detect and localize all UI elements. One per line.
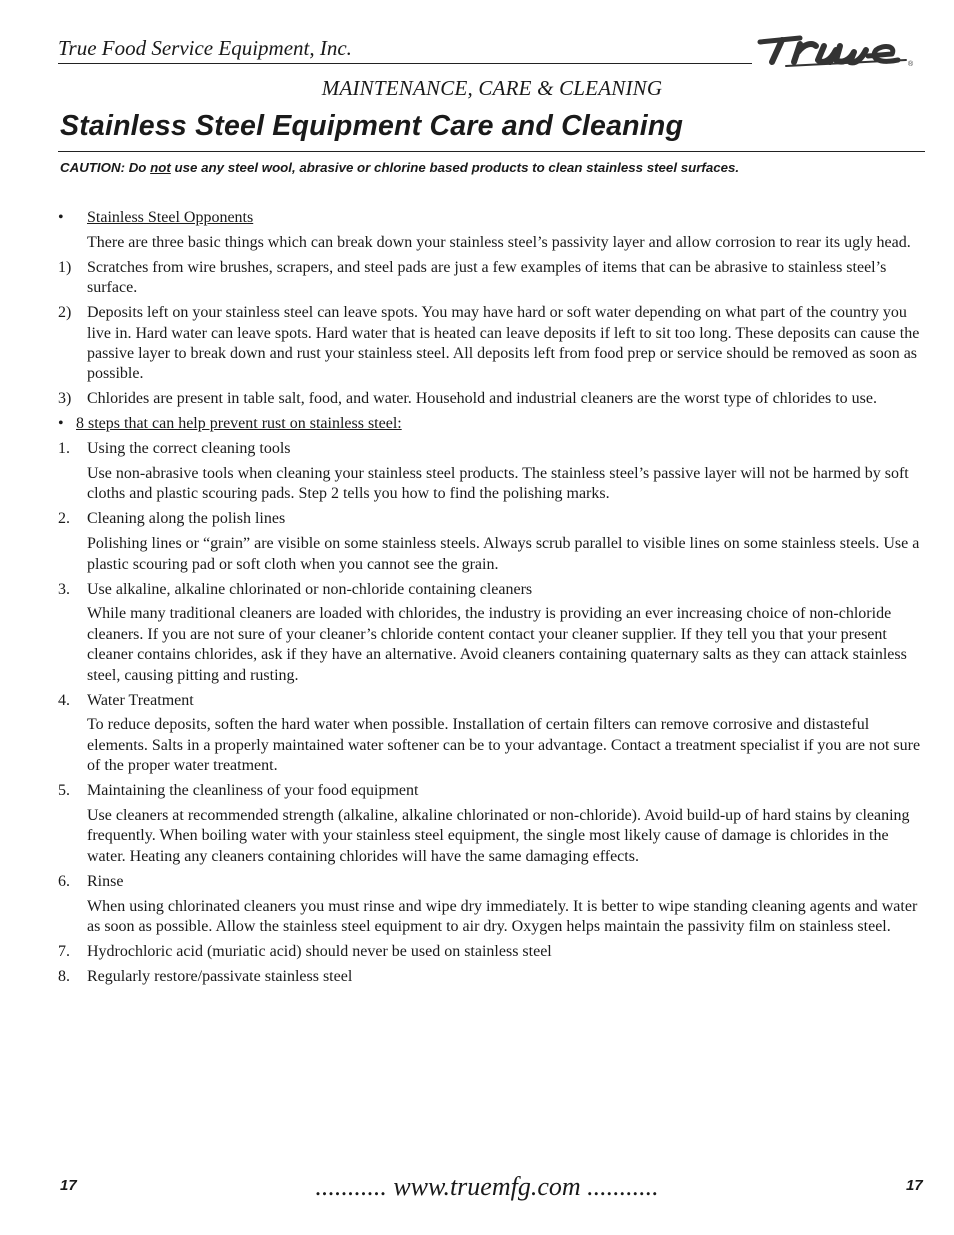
website-footer[interactable]: ........... www.truemfg.com ........... <box>315 1172 659 1201</box>
step-description: While many traditional cleaners are loaded with chlorides, the industry is providing an ever increasing choice of non-chloride cleaners. If you are not sure of your cleaner’s chloride content contact your cleaner supplier. If they tell you that your present cleaner contains chlorides, ask if they have an alternative. Avoid cleaners containing quaternary salts as they can attack stainless steel, causing pitting and rusting. <box>87 605 907 684</box>
steps-section-heading <box>58 414 926 434</box>
section-label: MAINTENANCE, CARE & CLEANING <box>321 76 663 100</box>
step-description: Use non-abrasive tools when cleaning your stainless steel products. The stainless steel’s passive layer will not be harmed by soft cloths and plastic scouring pads. Step 2 tells you how to find the polishing marks. <box>87 464 909 503</box>
step-title: Water Treatment <box>87 691 194 709</box>
opponents-section-heading <box>58 208 926 228</box>
step-title: Rinse <box>87 872 124 890</box>
svg-text:®: ® <box>908 61 914 68</box>
caution-notice: CAUTION: Do not use any steel wool, abrasive or chlorine based products to clean stainless steel surfaces. <box>60 160 740 175</box>
document-body <box>58 208 926 987</box>
step-description: Polishing lines or “grain” are visible on some stainless steels. Always scrub parallel to visible lines on some stainless steels. Use a plastic scouring pad or soft cloth when you cannot see the grain. <box>87 535 920 573</box>
page-number-left: 17 <box>60 1177 77 1194</box>
steps-heading: 8 steps that can help prevent rust on stainless steel: <box>76 415 402 433</box>
title-divider <box>58 151 925 152</box>
step-item: 8. Regularly restore/passivate stainless steel <box>58 967 926 987</box>
step-title: Maintaining the cleanliness of your food equipment <box>87 782 419 800</box>
step-description: When using chlorinated cleaners you must rinse and wipe dry immediately. It is better to wipe standing cleaning agents and water as soon as possible. Allow the stainless steel equipment to air dry. Oxygen helps maintain the passivity film on stainless steel. <box>87 897 918 936</box>
step-item: 2. Cleaning along the polish lines <box>58 509 926 529</box>
opponents-intro: There are three basic things which can break down your stainless steel’s passivity layer and allow corrosion to rear its ugly head. <box>87 233 911 251</box>
bullet-marker: • <box>58 415 64 433</box>
opponents-heading: Stainless Steel Opponents <box>87 209 254 226</box>
step-item: 7. Hydrochloric acid (muriatic acid) should never be used on stainless steel <box>58 942 926 962</box>
step-title: Regularly restore/passivate stainless steel <box>87 967 353 985</box>
step-description: Use cleaners at recommended strength (alkaline, alkaline chlorinated or non-chloride). Avoid build-up of hard stains by cleaning frequently. When boiling water with your stainless steel equipment, the single most likely cause of damage is chlorides in the water. Heating any cleaners containing chlorides will have the same damaging effects. <box>87 807 910 865</box>
step-title: Using the correct cleaning tools <box>87 440 291 458</box>
page-title: Stainless Steel Equipment Care and Cleaning <box>60 110 684 142</box>
step-item: 6. Rinse <box>58 872 926 892</box>
step-item: 3. Use alkaline, alkaline chlorinated or non-chloride containing cleaners <box>58 580 926 600</box>
header-divider <box>58 63 752 64</box>
list-item: 3) Chlorides are present in table salt, food, and water. Household and industrial cleaners are the worst type of chlorides to use. <box>58 390 877 408</box>
true-logo <box>756 30 918 72</box>
step-item: 4. Water Treatment <box>58 691 926 711</box>
step-item: 5. Maintaining the cleanliness of your food equipment <box>58 781 926 801</box>
step-title: Cleaning along the polish lines <box>87 510 286 528</box>
true-logo-graphic <box>756 30 918 72</box>
company-name: True Food Service Equipment, Inc. <box>58 36 352 60</box>
list-item: 1) Scratches from wire brushes, scrapers, and steel pads are just a few examples of items that can be abrasive to stainless steel’s surface. <box>58 258 887 297</box>
caution-emphasis: not <box>150 160 171 175</box>
step-item: 1. Using the correct cleaning tools <box>58 439 926 459</box>
step-title: Use alkaline, alkaline chlorinated or non-chloride containing cleaners <box>87 580 533 598</box>
step-title: Hydrochloric acid (muriatic acid) should never be used on stainless steel <box>87 943 552 960</box>
bullet-marker: • <box>58 209 64 226</box>
page-number-right: 17 <box>906 1177 923 1194</box>
step-description: To reduce deposits, soften the hard water when possible. Installation of certain filters can remove corrosive and distasteful elements. Salts in a properly maintained water softener can be to your advantage. Contact a treatment specialist if you are not sure of the proper water treatment. <box>87 716 921 775</box>
list-item: 2) Deposits left on your stainless steel can leave spots. You may have hard or soft water depending on what part of the country you live in. Hard water can leave spots. Hard water that is heated can leave deposits if left to sit too long. These deposits can cause the passive layer to break down and rust your stainless steel. All deposits left from food prep or service should be removed as soon as possible. <box>58 304 920 383</box>
